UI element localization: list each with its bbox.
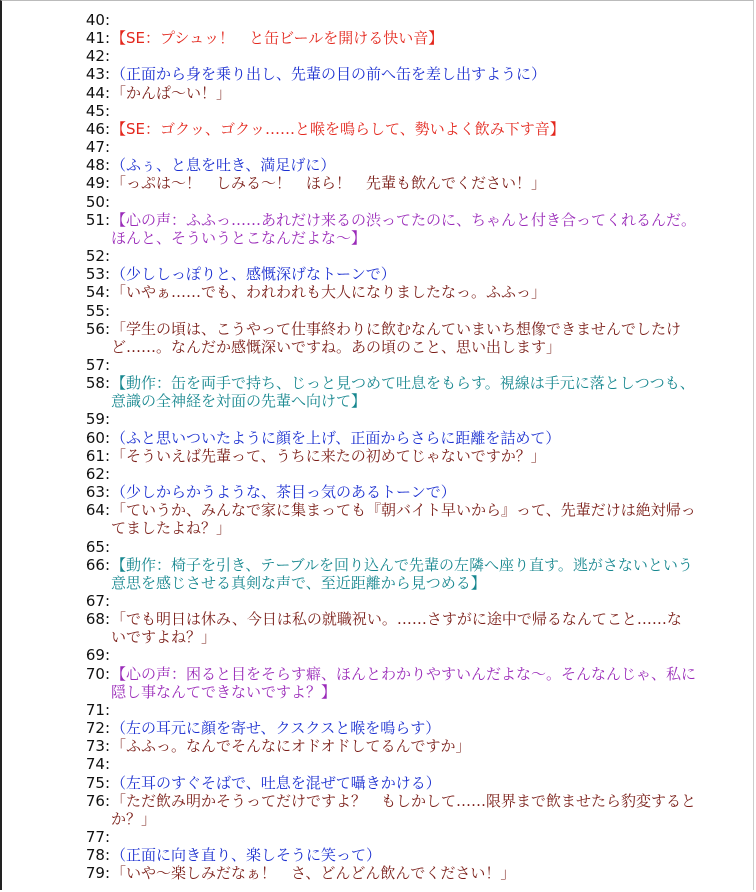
script-line bbox=[0, 556, 740, 592]
script-line bbox=[0, 410, 740, 428]
script-line bbox=[0, 374, 740, 410]
line-number: 55: bbox=[85, 301, 110, 320]
line-number: 53: bbox=[85, 265, 110, 284]
line-text: 【動作：缶を両手で持ち、じっと見つめて吐息をもらす。視線は手元に落としつつも、意識の全神経を対面の先輩へ向けて】 bbox=[111, 374, 695, 411]
line-text: 「ふふっ。なんでそんなにオドオドしてるんですか」 bbox=[111, 737, 471, 756]
script-lines bbox=[0, 11, 740, 883]
script-line bbox=[0, 11, 740, 29]
script-line bbox=[0, 193, 740, 211]
line-text: 「そういえば先輩って、うちに来たの初めてじゃないですか？」 bbox=[111, 446, 546, 465]
script-line bbox=[0, 47, 740, 65]
line-number: 70: bbox=[85, 664, 110, 683]
script-line bbox=[0, 538, 740, 556]
line-text: （ふぅ、と息を吐き、満足げに） bbox=[111, 156, 336, 175]
line-number: 79: bbox=[85, 864, 110, 883]
line-number: 44: bbox=[85, 83, 110, 102]
line-number: 43: bbox=[85, 65, 110, 84]
line-number: 66: bbox=[85, 555, 110, 574]
script-line bbox=[0, 483, 740, 501]
line-number: 49: bbox=[85, 174, 110, 193]
line-text: 【SE：ゴクッ、ゴクッ……と喉を鳴らして、勢いよく飲み下す音】 bbox=[111, 119, 565, 138]
script-line bbox=[0, 447, 740, 465]
line-number: 41: bbox=[85, 29, 110, 48]
script-line bbox=[0, 846, 740, 864]
script-line bbox=[0, 665, 740, 701]
line-number: 74: bbox=[85, 755, 110, 774]
line-number: 52: bbox=[85, 247, 110, 266]
line-text: 「かんぱ～い！」 bbox=[111, 83, 232, 102]
script-line bbox=[0, 610, 740, 646]
line-text: 「いや～楽しみだなぁ！ さ、どんどん飲んでください！」 bbox=[111, 864, 516, 883]
line-text: （少しからかうような、茶目っ気のあるトーンで） bbox=[111, 483, 456, 502]
line-number: 51: bbox=[85, 210, 110, 229]
script-line bbox=[0, 120, 740, 138]
line-number: 65: bbox=[85, 537, 110, 556]
script-line bbox=[0, 828, 740, 846]
script-line bbox=[0, 174, 740, 192]
line-number: 46: bbox=[85, 119, 110, 138]
line-number: 68: bbox=[85, 610, 110, 629]
line-number: 58: bbox=[85, 374, 110, 393]
line-text: 【動作：椅子を引き、テーブルを回り込んで先輩の左隣へ座り直す。逃がさないという意思を感じさせる真剣な声で、至近距離から見つめる】 bbox=[111, 555, 693, 592]
line-text: （正面から身を乗り出し、先輩の目の前へ缶を差し出すように） bbox=[111, 65, 547, 84]
script-line bbox=[0, 247, 740, 265]
script-line bbox=[0, 302, 740, 320]
script-line bbox=[0, 719, 740, 737]
script-line bbox=[0, 737, 740, 755]
line-number: 59: bbox=[85, 410, 110, 429]
line-number: 72: bbox=[85, 719, 110, 738]
line-number: 67: bbox=[85, 592, 110, 610]
line-text: 【心の声：困ると目をそらす癖、ほんとわかりやすいんだよな～。そんなんじゃ、私に隠し事なんてできないですよ？】 bbox=[111, 664, 697, 701]
script-line bbox=[0, 774, 740, 792]
line-text: 「ていうか、みんなで家に集まっても『朝バイト早いから』って、先輩だけは絶対帰ってましたよね？」 bbox=[111, 501, 696, 538]
line-number: 54: bbox=[85, 283, 110, 302]
line-number: 50: bbox=[85, 192, 110, 211]
script-line bbox=[0, 429, 740, 447]
script-line bbox=[0, 356, 740, 374]
script-line bbox=[0, 592, 740, 610]
line-number: 63: bbox=[85, 483, 110, 502]
line-text: （正面に向き直り、楽しそうに笑って） bbox=[111, 846, 382, 865]
line-number: 47: bbox=[85, 138, 110, 157]
script-line bbox=[0, 102, 740, 120]
line-number: 57: bbox=[85, 355, 110, 374]
line-number: 62: bbox=[85, 464, 110, 483]
line-number: 78: bbox=[85, 846, 110, 865]
line-text: （少ししっぽりと、感慨深げなトーンで） bbox=[111, 265, 396, 284]
line-number: 75: bbox=[85, 773, 110, 792]
script-line bbox=[0, 646, 740, 664]
line-number: 42: bbox=[85, 47, 110, 66]
script-line bbox=[0, 211, 740, 247]
line-number: 56: bbox=[85, 319, 110, 338]
line-number: 45: bbox=[85, 101, 110, 120]
script-line bbox=[0, 156, 740, 174]
line-text: 「いやぁ……でも、われわれも大人になりましたなっ。ふふっ」 bbox=[111, 283, 547, 302]
line-text: 「学生の頃は、こうやって仕事終わりに飲むなんていまいち想像できませんでしたけど……。なんだか感慨深いですね。あの頃のこと、思い出します」 bbox=[111, 319, 682, 356]
line-number: 64: bbox=[85, 501, 110, 520]
script-line bbox=[0, 265, 740, 283]
line-text: （左耳のすぐそばで、吐息を混ぜて囁きかける） bbox=[111, 773, 441, 792]
script-line bbox=[0, 755, 740, 773]
script-line bbox=[0, 701, 740, 719]
line-number: 77: bbox=[85, 828, 110, 847]
line-text: 「ただ飲み明かそうってだけですよ？ もしかして……限界まで飲ませたら豹変するとか？」 bbox=[111, 791, 697, 828]
line-text: 「っぷは～！ しみる～！ ほら！ 先輩も飲んでください！」 bbox=[111, 174, 547, 193]
line-number: 71: bbox=[85, 700, 110, 719]
script-line bbox=[0, 138, 740, 156]
line-text: 【心の声：ふふっ……あれだけ来るの渋ってたのに、ちゃんと付き合ってくれるんだ。ほんと、そういうとこなんだよな～】 bbox=[111, 210, 697, 247]
line-number: 60: bbox=[85, 428, 110, 447]
line-text: （ふと思いついたように顔を上げ、正面からさらに距離を詰めて） bbox=[111, 428, 561, 447]
script-line bbox=[0, 501, 740, 537]
script-line bbox=[0, 320, 740, 356]
script-line bbox=[0, 65, 740, 83]
line-text: （左の耳元に顔を寄せ、クスクスと喉を鳴らす） bbox=[111, 719, 441, 738]
script-line bbox=[0, 864, 740, 882]
script-line bbox=[0, 84, 740, 102]
line-number: 40: bbox=[85, 11, 110, 29]
script-line bbox=[0, 29, 740, 47]
line-text: 「でも明日は休み、今日は私の就職祝い。……さすがに途中で帰るなんてこと……ないですよね？」 bbox=[111, 610, 682, 647]
script-line bbox=[0, 465, 740, 483]
line-number: 48: bbox=[85, 156, 110, 175]
line-number: 69: bbox=[85, 646, 110, 665]
script-line bbox=[0, 792, 740, 828]
line-number: 76: bbox=[85, 791, 110, 810]
script-line bbox=[0, 283, 740, 301]
line-number: 73: bbox=[85, 737, 110, 756]
line-text: 【SE：プシュッ！ と缶ビールを開ける快い音】 bbox=[111, 29, 444, 48]
line-number: 61: bbox=[85, 446, 110, 465]
